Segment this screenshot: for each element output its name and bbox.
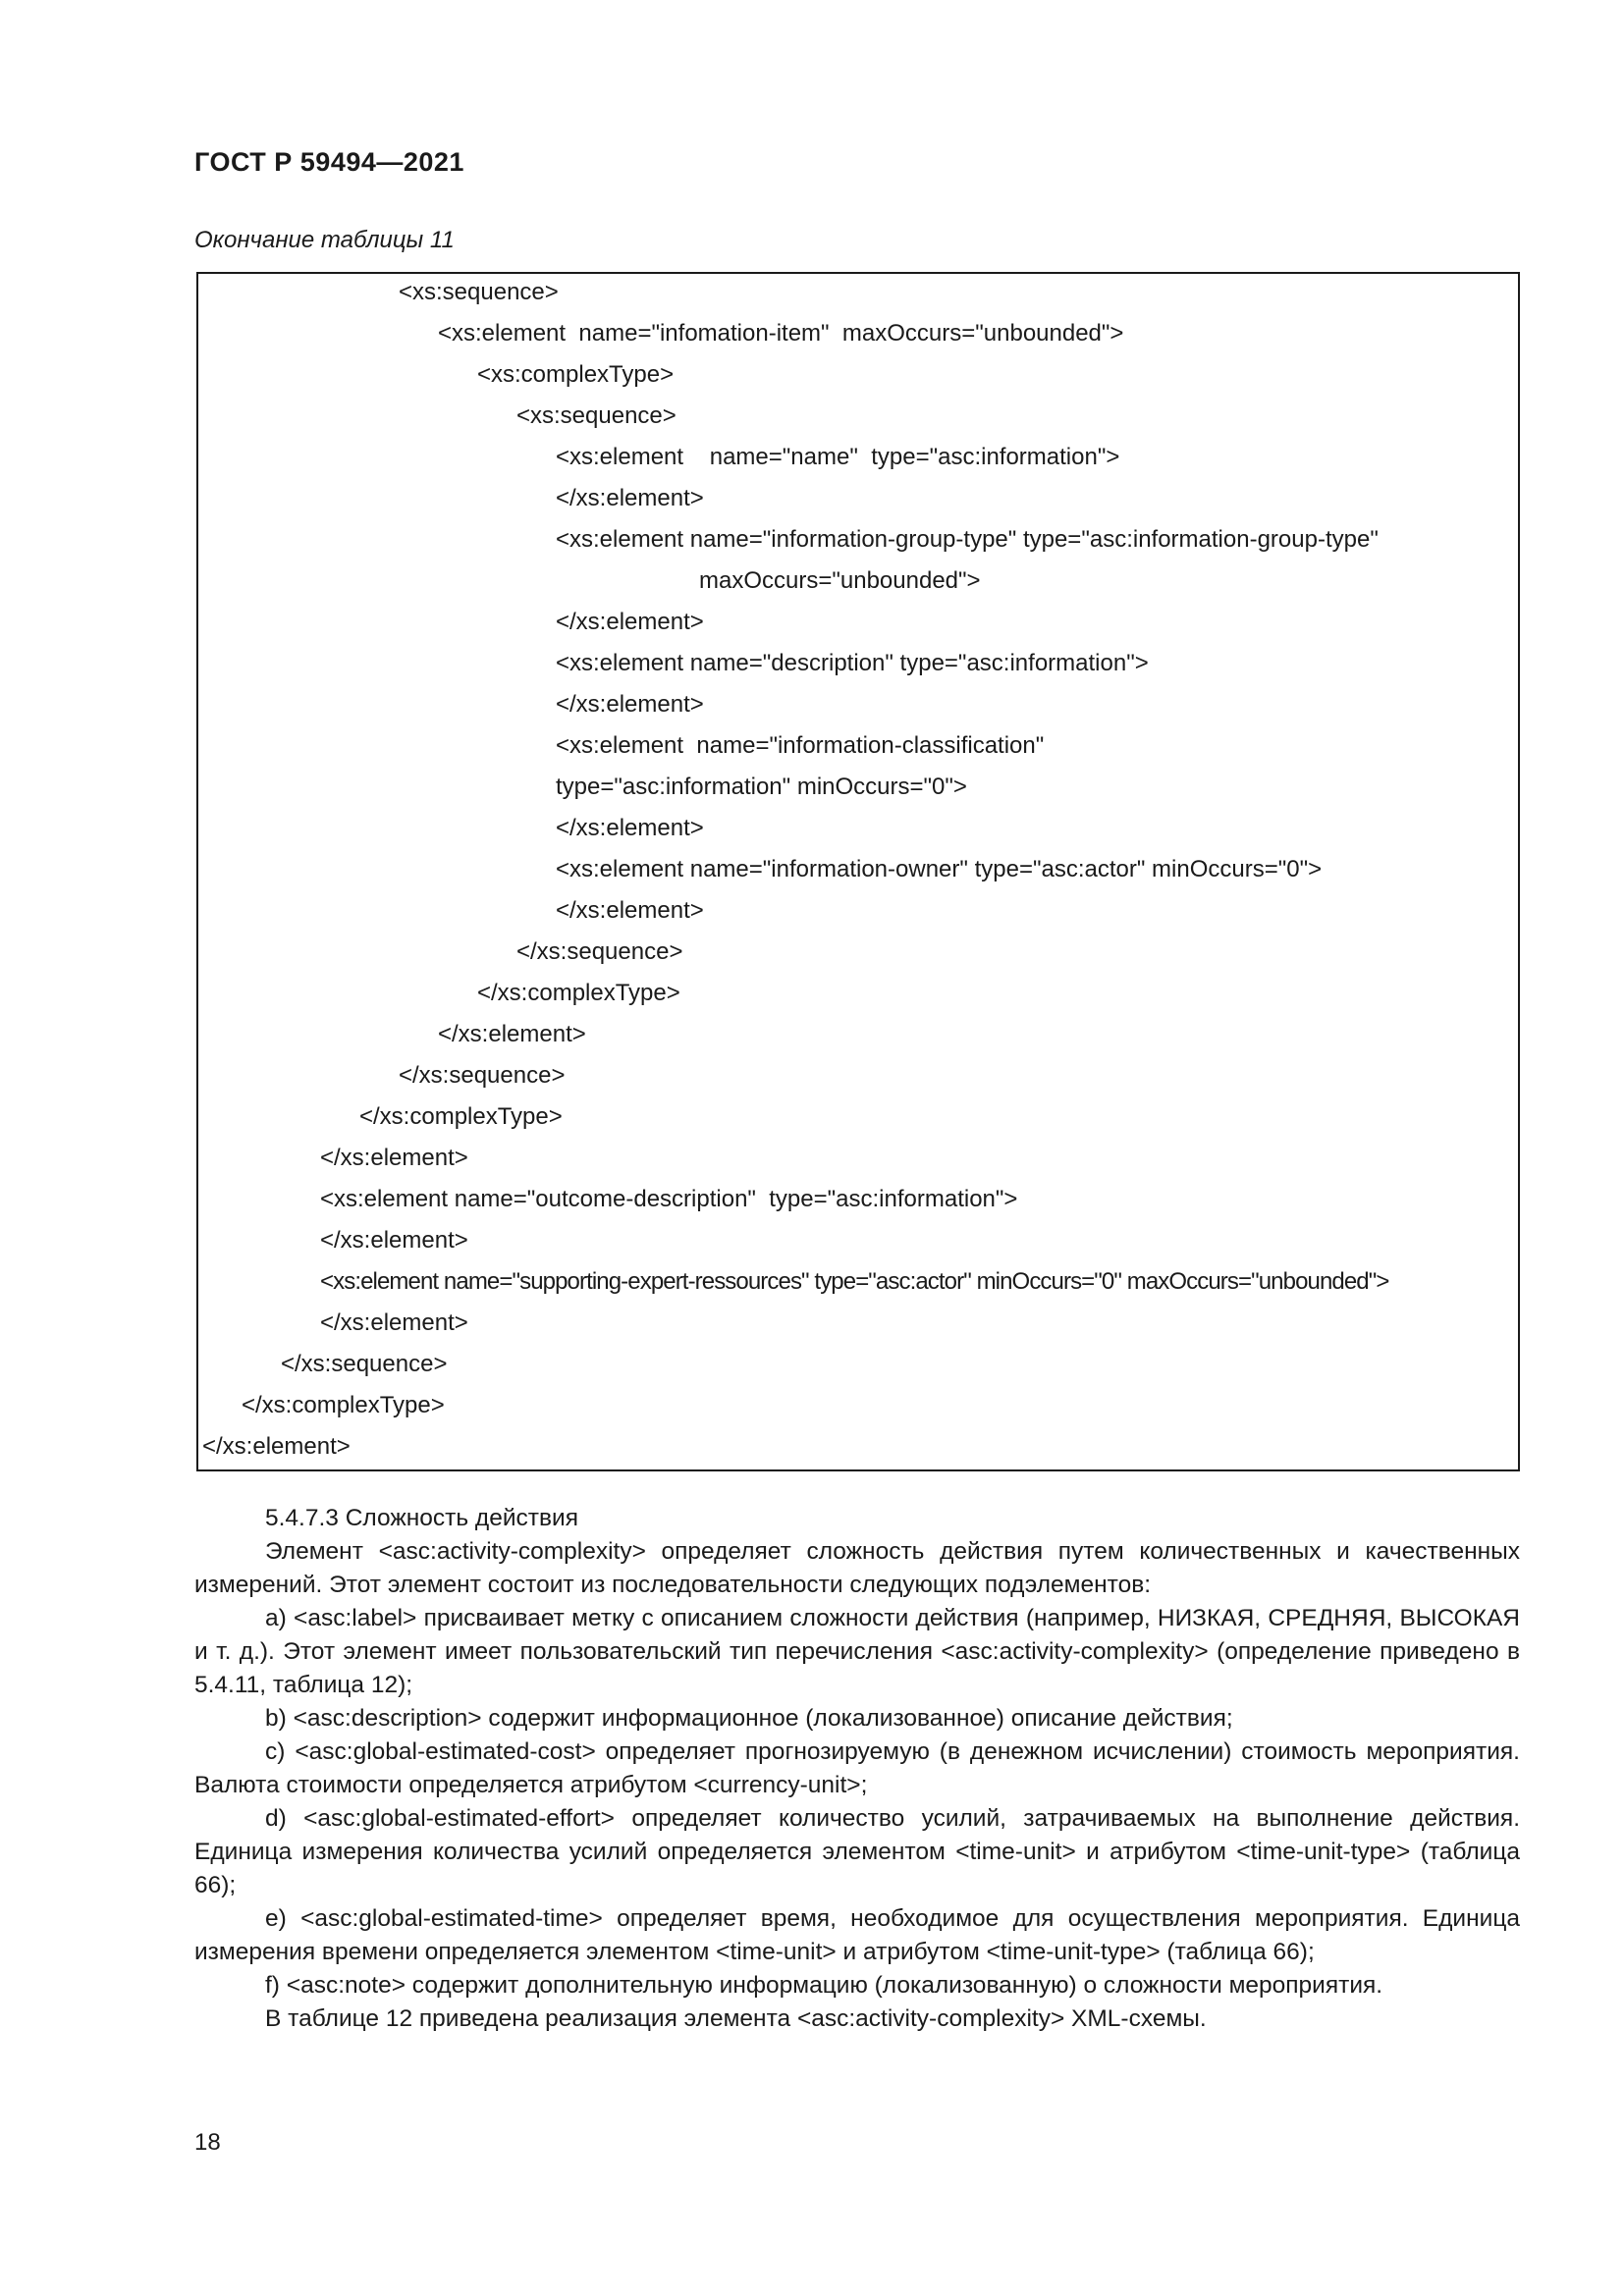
- section-heading: 5.4.7.3 Сложность действия: [265, 1505, 578, 1531]
- list-item: a) <asc:label> присваивает метку с описанием сложности действия (например, НИЗКАЯ, СРЕДНЯЯ, ВЫСОКАЯ и т. д.). Этот элемент имеет пользовательский тип перечисления <asc:activity-complexity> (определение приведено в 5.4.11, таблица 12);: [194, 1605, 1520, 1698]
- document-title: ГОСТ Р 59494—2021: [194, 147, 464, 177]
- code-line: <xs:sequence>: [516, 402, 677, 429]
- code-line: </xs:element>: [556, 609, 704, 635]
- code-line: </xs:element>: [320, 1227, 468, 1254]
- code-line: <xs:element name="information-group-type" type="asc:information-group-type": [556, 526, 1379, 553]
- code-line: maxOccurs="unbounded">: [699, 567, 981, 594]
- code-line: <xs:complexType>: [477, 361, 675, 388]
- code-line: </xs:element>: [556, 691, 704, 718]
- page-number: 18: [194, 2129, 221, 2156]
- table-caption: Окончание таблицы 11: [194, 227, 455, 253]
- code-line: type="asc:information" minOccurs="0">: [556, 774, 967, 800]
- code-line: <xs:element name="information-owner" type="asc:actor" minOccurs="0">: [556, 856, 1323, 882]
- code-line: </xs:element>: [438, 1021, 586, 1047]
- code-line: <xs:element name="infomation-item" maxOccurs="unbounded">: [438, 320, 1124, 347]
- list-item: e) <asc:global-estimated-time> определяет время, необходимое для осуществления мероприятия. Единица измерения времени определяется элементом <time-unit> и атрибутом <time-unit-type> (таблица 66);: [194, 1905, 1520, 1965]
- list-item: d) <asc:global-estimated-effort> определяет количество усилий, затрачиваемых на выполнение действия. Единица измерения количества усилий определяется элементом <time-unit> и атрибутом <time-unit-type> (таблица 66);: [194, 1805, 1520, 1898]
- code-line: </xs:element>: [202, 1433, 351, 1460]
- code-line: </xs:complexType>: [359, 1103, 563, 1130]
- code-line: <xs:element name="name" type="asc:information">: [556, 444, 1120, 470]
- code-line: <xs:element name="description" type="asc:information">: [556, 650, 1149, 676]
- code-line: <xs:sequence>: [399, 279, 559, 305]
- code-line: </xs:sequence>: [516, 938, 683, 965]
- code-line: <xs:element name="supporting-expert-ressources" type="asc:actor" minOccurs="0" maxOccurs="unbounded">: [320, 1268, 1389, 1295]
- code-line: </xs:sequence>: [399, 1062, 566, 1089]
- code-line: </xs:element>: [320, 1145, 468, 1171]
- list-item: c) <asc:global-estimated-cost> определяет прогнозируемую (в денежном исчислении) стоимость мероприятия. Валюта стоимости определяется атрибутом <currency-unit>;: [194, 1738, 1520, 1798]
- paragraph: Элемент <asc:activity-complexity> определяет сложность действия путем количественных и качественных измерений. Этот элемент состоит из последовательности следующих подэлементов:: [194, 1538, 1520, 1598]
- paragraph: В таблице 12 приведена реализация элемента <asc:activity-complexity> XML-схемы.: [265, 2005, 1207, 2032]
- list-item: f) <asc:note> содержит дополнительную информацию (локализованную) о сложности мероприятия.: [265, 1972, 1383, 1999]
- code-line: </xs:element>: [556, 815, 704, 841]
- xml-schema-code-table: [196, 272, 1520, 1471]
- section-body: [194, 1502, 1520, 2036]
- code-line: </xs:complexType>: [242, 1392, 445, 1418]
- code-line: </xs:sequence>: [281, 1351, 448, 1377]
- code-line: </xs:complexType>: [477, 980, 680, 1006]
- code-line: <xs:element name="outcome-description" type="asc:information">: [320, 1186, 1018, 1212]
- list-item: b) <asc:description> содержит информационное (локализованное) описание действия;: [265, 1705, 1233, 1732]
- code-line: </xs:element>: [556, 897, 704, 924]
- code-line: </xs:element>: [320, 1309, 468, 1336]
- code-line: <xs:element name="information-classification": [556, 732, 1045, 759]
- code-line: </xs:element>: [556, 485, 704, 511]
